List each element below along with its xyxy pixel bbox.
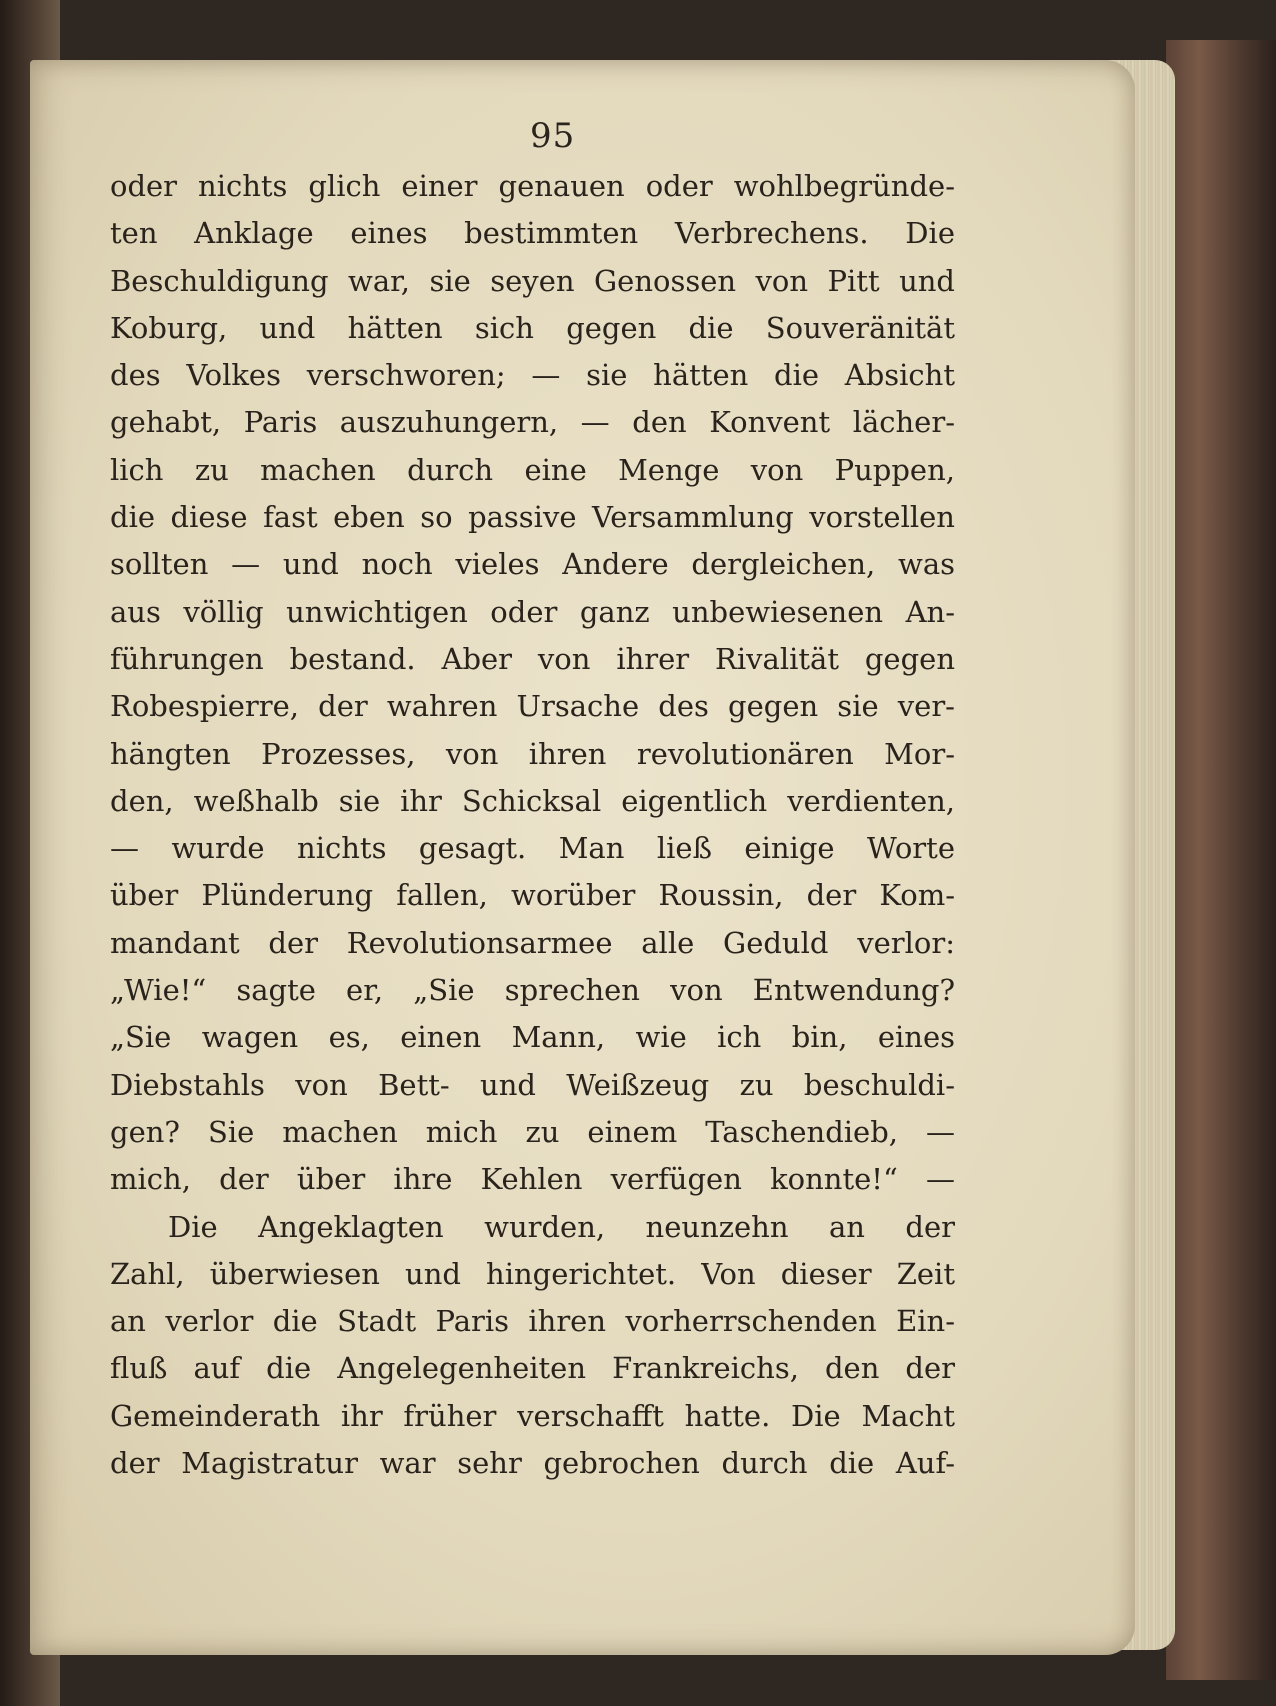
body-text	[110, 163, 955, 1487]
text-line: aus völlig unwichtigen oder ganz unbewiesenen An-	[110, 594, 955, 629]
text-line: an verlor die Stadt Paris ihren vorherrschenden Ein-	[110, 1304, 955, 1339]
book-cover-right	[1166, 40, 1276, 1680]
text-line: Beschuldigung war, sie seyen Genossen von Pitt und	[110, 263, 955, 298]
text-line: Zahl, überwiesen und hingerichtet. Von dieser Zeit	[110, 1256, 955, 1291]
text-line: gen? Sie machen mich zu einem Taschendieb, —	[110, 1114, 955, 1149]
text-line: Die Angeklagten wurden, neunzehn an der	[168, 1209, 955, 1244]
text-line: fluß auf die Angelegenheiten Frankreichs, den der	[110, 1351, 955, 1386]
text-line: „Wie!“ sagte er, „Sie sprechen von Entwendung?	[110, 973, 955, 1008]
text-line: oder nichts glich einer genauen oder wohlbegründe-	[110, 169, 955, 203]
text-line: sollten — und noch vieles Andere dergleichen, was	[110, 547, 955, 582]
text-line: — wurde nichts gesagt. Man ließ einige Worte	[110, 831, 955, 866]
text-line: über Plünderung fallen, worüber Roussin, der Kom-	[110, 878, 955, 913]
text-line: Gemeinderath ihr früher verschafft hatte. Die Macht	[110, 1398, 955, 1433]
text-line: führungen bestand. Aber von ihrer Rivalität gegen	[110, 641, 955, 676]
text-line: der Magistratur war sehr gebrochen durch die Auf-	[110, 1446, 955, 1481]
text-line: lich zu machen durch eine Menge von Puppen,	[110, 452, 955, 487]
text-line: mich, der über ihre Kehlen verfügen konnte!“ —	[110, 1162, 955, 1197]
text-line: die diese fast eben so passive Versammlung vorstellen	[110, 500, 955, 535]
text-line: Koburg, und hätten sich gegen die Souveränität	[110, 310, 955, 345]
text-line: „Sie wagen es, einen Mann, wie ich bin, eines	[110, 1020, 955, 1055]
text-line: mandant der Revolutionsarmee alle Geduld verlor:	[110, 925, 955, 960]
page-number: 95	[530, 116, 576, 156]
text-line: Diebstahls von Bett- und Weißzeug zu beschuldi-	[110, 1067, 955, 1102]
text-line: Robespierre, der wahren Ursache des gegen sie ver-	[110, 689, 955, 724]
text-line: ten Anklage eines bestimmten Verbrechens. Die	[110, 216, 955, 251]
text-line: hängten Prozesses, von ihren revolutionären Mor-	[110, 736, 955, 771]
text-line: den, weßhalb sie ihr Schicksal eigentlich verdienten,	[110, 783, 955, 818]
text-line: gehabt, Paris auszuhungern, — den Konvent lächer-	[110, 405, 955, 440]
text-line: des Volkes verschworen; — sie hätten die Absicht	[110, 358, 955, 393]
